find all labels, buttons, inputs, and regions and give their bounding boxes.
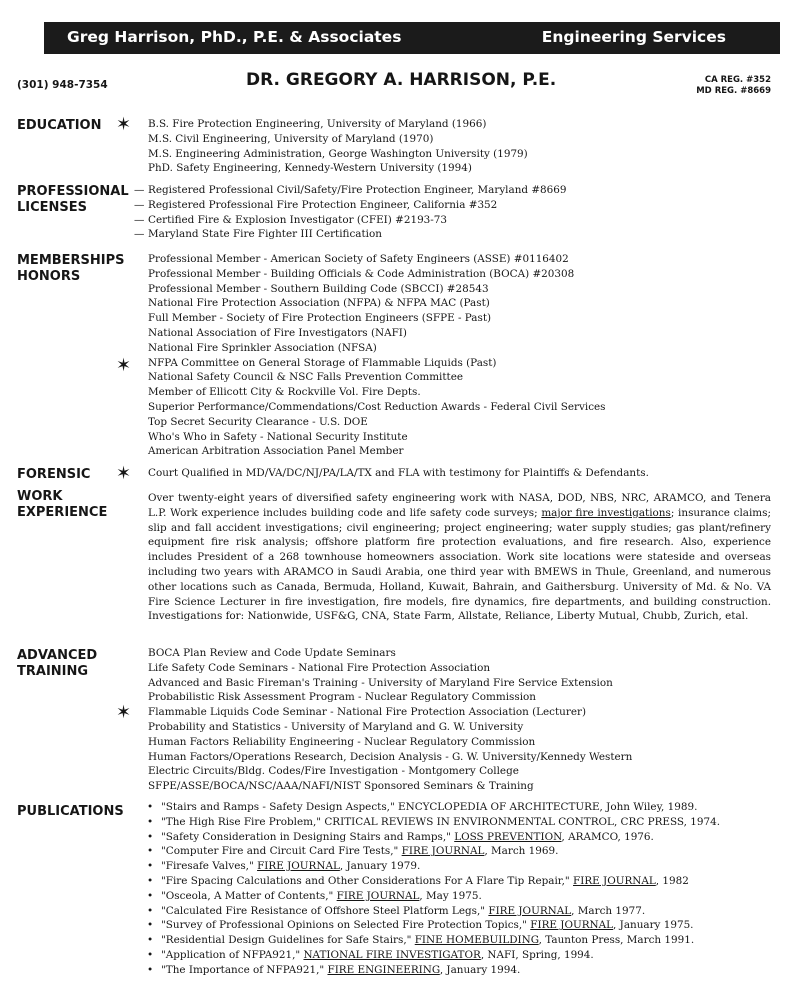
star-mark-icon: ✶ [116, 114, 132, 135]
forensic-text: Court Qualified in MD/VA/DC/NJ/PA/LA/TX and FLA with testimony for Plaintiffs & Defendants. [148, 467, 649, 479]
work-text-part: ; insurance claims; slip and fall accident investigations; civil engineering; project engineering; water supply studies; gas plant/refinery equipment fire risk analysis; offshore platform fire protection evaluations, and fire research. Also, experience includes President of a 268 townhouse homeowners association. Work site locations were stateside and overseas including two years with ARAMCO in Saudi Arabia, one third year with BMEWS in Thule, Greenland, and numerous other locations such as Canada, Bermuda, Holland, Kuwait, Bahrain, and Gaithersburg. University of Md. & No. VA Fire Science Lecturer in fire investigation, fire models, fire dynamics, fire departments, and building construction. Investigations for: Nationwide, USF&G, CNA, State Farm, Allstate, Reliance, Liberty Mutual, Chubb, Zurich, etal. [148, 506, 771, 623]
publication-item [147, 904, 720, 919]
publication-item [147, 815, 720, 830]
licenses-heading-line1: PROFESSIONAL [17, 184, 129, 199]
list-item: M.S. Civil Engineering, University of Maryland (1970) [148, 132, 434, 145]
publication-venue: FIRE JOURNAL [573, 874, 656, 887]
publication-details: , NAFI, Spring, 1994. [480, 948, 594, 961]
letterhead-bar [44, 22, 780, 54]
publication-title: "Stairs and Ramps - Safety Design Aspects," ENCYCLOPEDIA OF ARCHITECTURE, John Wiley, 1989. [161, 801, 698, 813]
list-item: National Fire Protection Association (NFPA) & NFPA MAC (Past) [148, 297, 490, 310]
memberships-list [148, 252, 606, 459]
list-item: Advanced and Basic Fireman's Training - University of Maryland Fire Service Extension [148, 676, 613, 689]
list-item: SFPE/ASSE/BOCA/NSC/AAA/NAFI/NIST Sponsored Seminars & Training [148, 780, 534, 793]
list-item: NFPA Committee on General Storage of Flammable Liquids (Past) [148, 356, 497, 369]
star-mark-icon: ✶ [116, 463, 132, 484]
publication-details: , January 1975. [613, 919, 694, 932]
work-heading-line1: WORK [17, 489, 63, 504]
md-registration: MD REG. #8669 [696, 86, 771, 96]
publications-heading: PUBLICATIONS [17, 804, 124, 819]
registrations [696, 75, 771, 97]
publication-details: , ARAMCO, 1976. [561, 830, 654, 843]
licenses-list [148, 183, 567, 242]
person-name: DR. GREGORY A. HARRISON, P.E. [246, 70, 557, 90]
publication-venue: FINE HOMEBUILDING [414, 934, 539, 947]
licenses-heading-line2: LICENSES [17, 200, 88, 215]
list-item: Registered Professional Fire Protection Engineer, California #352 [148, 198, 498, 211]
memberships-heading [17, 253, 125, 285]
publication-item [147, 800, 720, 815]
publication-title: "Computer Fire and Circuit Card Fire Tests," [161, 845, 402, 858]
list-item: Electric Circuits/Bldg. Codes/Fire Investigation - Montgomery College [148, 765, 519, 778]
publication-title: "Fire Spacing Calculations and Other Considerations For A Flare Tip Repair," [161, 874, 573, 887]
list-item: Flammable Liquids Code Seminar - National Fire Protection Association (Lecturer) [148, 706, 587, 719]
list-item: Superior Performance/Commendations/Cost Reduction Awards - Federal Civil Services [148, 400, 606, 413]
publication-title: "Application of NFPA921," [161, 948, 304, 961]
education-heading: EDUCATION [17, 118, 102, 133]
publication-item [147, 918, 720, 933]
publication-title: "Osceola, A Matter of Contents," [161, 889, 337, 902]
list-item: Professional Member - American Society of Safety Engineers (ASSE) #0116402 [148, 253, 569, 265]
publication-details: , Taunton Press, March 1991. [538, 934, 695, 947]
work-heading [17, 489, 107, 521]
publication-details: , January 1994. [439, 963, 521, 976]
list-item: Human Factors Reliability Engineering - Nuclear Regulatory Commission [148, 735, 536, 748]
publication-details: , March 1969. [484, 845, 559, 858]
publication-item [147, 889, 720, 904]
training-heading-line1: ADVANCED [17, 648, 98, 663]
list-item: Probabilistic Risk Assessment Program - Nuclear Regulatory Commission [148, 691, 536, 704]
list-item: National Safety Council & NSC Falls Prevention Committee [148, 371, 464, 384]
publication-details: , May 1975. [419, 889, 482, 902]
publication-venue: FIRE JOURNAL [257, 860, 340, 873]
forensic-heading: FORENSIC [17, 467, 91, 482]
publication-details: , January 1979. [339, 860, 421, 873]
services-label: Engineering Services [541, 28, 726, 46]
publication-title: "Survey of Professional Opinions on Selected Fire Protection Topics," [161, 919, 531, 932]
list-item: Probability and Statistics - University of Maryland and G. W. University [148, 720, 524, 733]
publication-venue: FIRE JOURNAL [488, 904, 572, 917]
memberships-heading-line2: HONORS [17, 269, 81, 284]
list-item: Who's Who in Safety - National Security Institute [148, 430, 408, 443]
list-item: M.S. Engineering Administration, George Washington University (1979) [148, 147, 528, 160]
publication-item [147, 948, 720, 963]
list-item: Human Factors/Operations Research, Decision Analysis - G. W. University/Kennedy Western [148, 750, 633, 763]
list-item: Life Safety Code Seminars - National Fire Protection Association [148, 661, 491, 674]
list-item: BOCA Plan Review and Code Update Seminars [148, 647, 396, 659]
work-heading-line2: EXPERIENCE [17, 505, 108, 520]
memberships-heading-line1: MEMBERSHIPS [17, 253, 125, 268]
list-item: PhD. Safety Engineering, Kennedy-Western University (1994) [148, 162, 472, 175]
publication-venue: FIRE JOURNAL [401, 845, 485, 858]
publication-item [147, 859, 720, 874]
publication-venue: FIRE JOURNAL [336, 889, 420, 902]
education-list [148, 117, 528, 176]
publication-item [147, 874, 720, 889]
training-heading-line2: TRAINING [17, 664, 89, 679]
publication-item [147, 844, 720, 859]
publication-title: "Safety Consideration in Designing Stairs and Ramps," [161, 830, 455, 843]
publication-venue: LOSS PREVENTION [454, 830, 562, 843]
publication-title: "The High Rise Fire Problem," CRITICAL REVIEWS IN ENVIRONMENTAL CONTROL, CRC PRESS, 1974. [161, 815, 721, 828]
list-item: Member of Ellicott City & Rockville Vol. Fire Depts. [148, 386, 421, 399]
publication-venue: FIRE ENGINEERING [327, 963, 440, 976]
list-item: National Fire Sprinkler Association (NFSA) [148, 341, 377, 354]
publication-item [147, 830, 720, 845]
list-item: National Association of Fire Investigators (NAFI) [148, 326, 407, 339]
ca-registration: CA REG. #352 [704, 75, 771, 85]
publication-item [147, 933, 720, 948]
publication-venue: FIRE JOURNAL [530, 919, 614, 932]
firm-name: Greg Harrison, PhD., P.E. & Associates [67, 28, 402, 46]
work-experience-paragraph [148, 491, 771, 624]
work-text-underlined: major fire investigations [541, 506, 671, 519]
star-mark-icon: ✶ [116, 355, 132, 376]
list-item: Certified Fire & Explosion Investigator (CFEI) #2193-73 [148, 213, 448, 226]
publication-title: "Calculated Fire Resistance of Offshore Steel Platform Legs," [161, 904, 489, 917]
list-item: Registered Professional Civil/Safety/Fire Protection Engineer, Maryland #8669 [148, 184, 567, 196]
licenses-heading [17, 184, 129, 216]
work-text-part: Over twenty-eight years of diversified safety engineering work with NASA, DOD, NBS, NRC, ARAMCO, and Tenera L.P. Work experience includes building code and life safety code surveys; [148, 492, 771, 519]
list-item: B.S. Fire Protection Engineering, University of Maryland (1966) [148, 118, 487, 130]
publication-venue: NATIONAL FIRE INVESTIGATOR [303, 948, 481, 961]
star-mark-icon: ✶ [116, 702, 132, 723]
dash-marks: — — — — [134, 184, 145, 241]
publication-item [147, 963, 720, 978]
phone-number: (301) 948-7354 [17, 79, 108, 91]
publication-title: "Residential Design Guidelines for Safe Stairs," [161, 934, 415, 947]
list-item: Maryland State Fire Fighter III Certification [148, 228, 382, 241]
training-heading [17, 648, 97, 680]
training-list [148, 646, 632, 794]
list-item: Top Secret Security Clearance - U.S. DOE [148, 415, 368, 428]
list-item: American Arbitration Association Panel Member [148, 445, 404, 458]
list-item: Professional Member - Building Officials & Code Administration (BOCA) #20308 [148, 267, 575, 280]
publications-list [147, 800, 720, 978]
list-item: Full Member - Society of Fire Protection Engineers (SFPE - Past) [148, 312, 492, 325]
publication-title: "Firesafe Valves," [161, 860, 258, 873]
publication-details: , 1982 [655, 874, 689, 887]
publication-title: "The Importance of NFPA921," [161, 963, 328, 976]
list-item: Professional Member - Southern Building Code (SBCCI) #28543 [148, 282, 489, 295]
publication-details: , March 1977. [571, 904, 646, 917]
